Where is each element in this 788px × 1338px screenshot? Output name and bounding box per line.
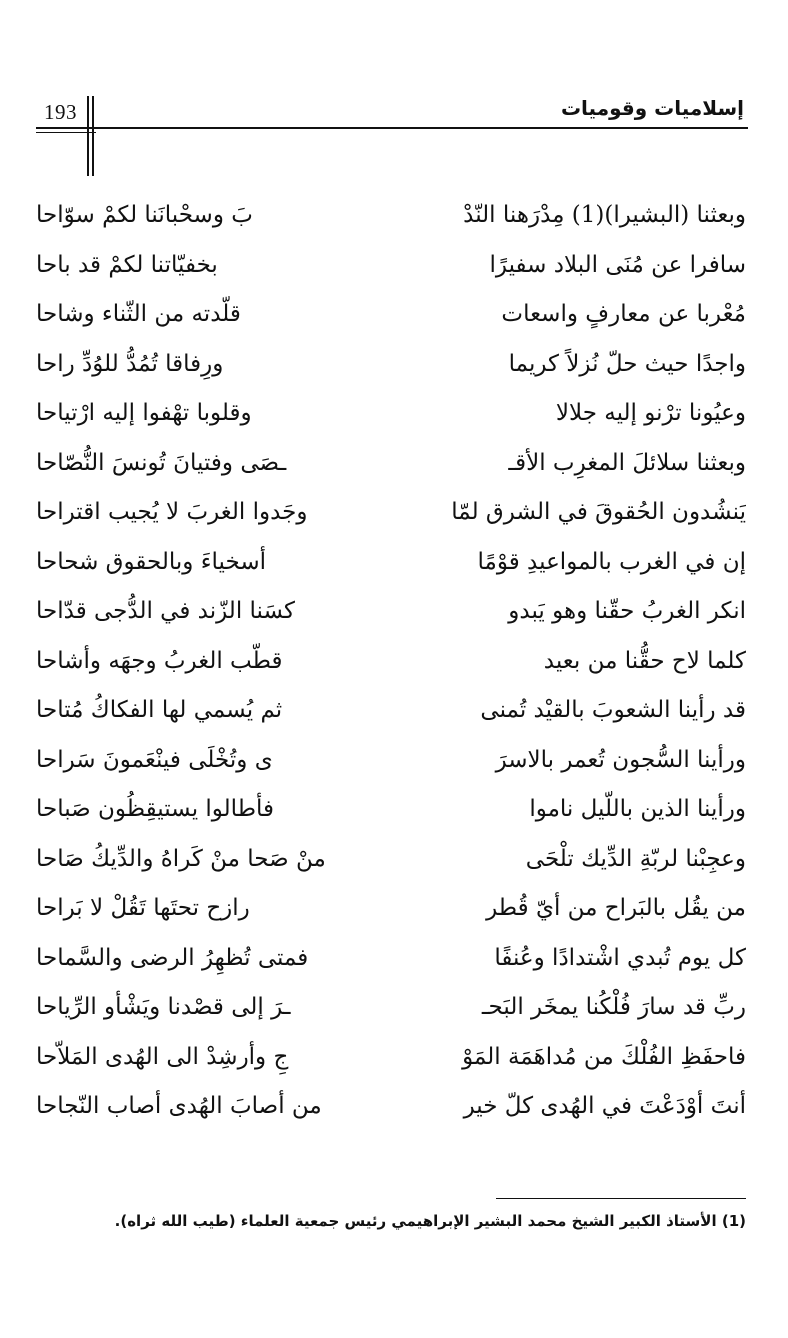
page-number: 193 <box>44 100 77 124</box>
running-title: إسلاميات وقوميات <box>560 96 744 120</box>
verse <box>36 393 746 443</box>
footnote: (1) الأستاذ الكبير الشيخ محمد البشير الإبراهيمي رئيس جمعية العلماء (طيب الله ثراه). <box>114 1212 746 1230</box>
verse-first-hemistich: إن في الغرب بالمواعيدِ قوْمًا <box>477 548 746 575</box>
verse-first-hemistich: وعيُونا ترْنو إليه جلالا <box>555 400 746 426</box>
verse <box>36 987 746 1037</box>
verse <box>36 789 746 839</box>
verse-first-hemistich: وعجِبْنا لربّةِ الدِّيك تلْحَى <box>525 845 746 872</box>
verse-second-hemistich: أسخياءَ وبالحقوق شحاحا <box>36 548 266 575</box>
header-vertical-rule <box>92 96 94 176</box>
verse <box>36 591 746 641</box>
verse-first-hemistich: فاحفَظِ الفُلْكَ من مُداهَمَة المَوْ <box>462 1043 746 1070</box>
verse-second-hemistich: وقلوبا تهْفوا إليه ارْتياحا <box>36 400 252 426</box>
verse-second-hemistich: قلّدته من الثّناء وشاحا <box>36 301 241 327</box>
verse-first-hemistich: ربِّ قد سارَ فُلْكُنا يمخَر البَحـ <box>481 994 746 1020</box>
verse-first-hemistich: يَنشُدون الحُقوقَ في الشرق لمّا <box>451 499 746 525</box>
verse-first-hemistich: قد رأينا الشعوبَ بالقيْد تُمنى <box>480 697 746 723</box>
verse-first-hemistich: كلما لاح حقُّنا من بعيد <box>543 647 746 674</box>
verse-second-hemistich: ورِفاقا تُمُدُّ للوُدِّ راحا <box>36 350 224 377</box>
verse-first-hemistich: ورأينا الذين باللّيل ناموا <box>529 796 746 822</box>
verse <box>36 1037 746 1087</box>
verse-second-hemistich: فمتى تُظهِرُ الرضى والسَّماحا <box>36 944 309 971</box>
verse <box>36 443 746 493</box>
verse <box>36 839 746 889</box>
verse <box>36 195 746 245</box>
verse-second-hemistich: جِ وأرشِدْ الى الهُدى المَلاّحا <box>36 1043 289 1070</box>
verse-second-hemistich: بخفيّاتنا لكمْ قد باحا <box>36 251 218 278</box>
verse <box>36 888 746 938</box>
verse <box>36 344 746 394</box>
verse-first-hemistich: وبعثنا سلائلَ المغرِب الأقـ <box>508 449 746 476</box>
header-rule <box>36 127 748 129</box>
verse-first-hemistich: من يقُل بالبَراح من أيّ قُطر <box>486 895 746 921</box>
verse-first-hemistich: سافرا عن مُنَى البلاد سفيرًا <box>489 251 746 278</box>
verse-first-hemistich: ورأينا السُّجون تُعمر بالاسرَ <box>495 746 746 773</box>
verse <box>36 294 746 344</box>
verse-second-hemistich: ى وتُخْلَى فينْعَمونَ سَراحا <box>36 746 273 773</box>
footnote-rule <box>496 1198 746 1199</box>
verse-second-hemistich: ـصَى وفتيانَ تُونسَ النُّصّاحا <box>36 449 287 476</box>
verse-second-hemistich: كسَنا الزّند في الدُّجى قدّاحا <box>36 598 295 624</box>
verse <box>36 740 746 790</box>
verse-second-hemistich: ـرَ إلى قصْدنا ويَشْأو الرِّياحا <box>36 994 291 1020</box>
verse <box>36 938 746 988</box>
verse-second-hemistich: بَ وسحْبانَنا لكمْ سوّاحا <box>36 202 253 228</box>
verse <box>36 245 746 295</box>
verse-first-hemistich: مُعْربا عن معارفٍ واسعات <box>501 301 746 327</box>
verse-first-hemistich: واجدًا حيث حلّ نُزلاً كريما <box>508 350 746 377</box>
verse-second-hemistich: من أصابَ الهُدى أصاب النّجاحا <box>36 1093 322 1119</box>
verse-second-hemistich: منْ صَحا منْ كَراهُ والدِّيكُ صَاحا <box>36 845 326 872</box>
poem <box>36 195 746 1136</box>
verse <box>36 492 746 542</box>
verse-first-hemistich: وبعثنا (البشيرا)(1) مِدْرَهنا النّدْ <box>463 202 746 228</box>
verse-first-hemistich: أنتَ أوْدَعْتَ في الهُدى كلّ خير <box>463 1093 746 1119</box>
verse <box>36 542 746 592</box>
verse-first-hemistich: كل يوم تُبدي اشْتدادًا وعُنفًا <box>494 944 746 971</box>
verse <box>36 690 746 740</box>
verse <box>36 641 746 691</box>
verse-second-hemistich: رازح تحتَها تَقُلْ لا بَراحا <box>36 895 250 921</box>
verse-first-hemistich: انكر الغربُ حقّنا وهو يَبدو <box>508 598 746 624</box>
verse-second-hemistich: ثم يُسمي لها الفكاكُ مُتاحا <box>36 697 283 723</box>
header-vertical-rule <box>87 96 89 176</box>
verse-second-hemistich: وجَدوا الغربَ لا يُجيب اقتراحا <box>36 499 308 525</box>
verse-second-hemistich: قطّب الغربُ وجهَه وأشاحا <box>36 647 283 674</box>
verse-second-hemistich: فأطالوا يستيقِظُون صَباحا <box>36 796 274 822</box>
verse <box>36 1086 746 1136</box>
